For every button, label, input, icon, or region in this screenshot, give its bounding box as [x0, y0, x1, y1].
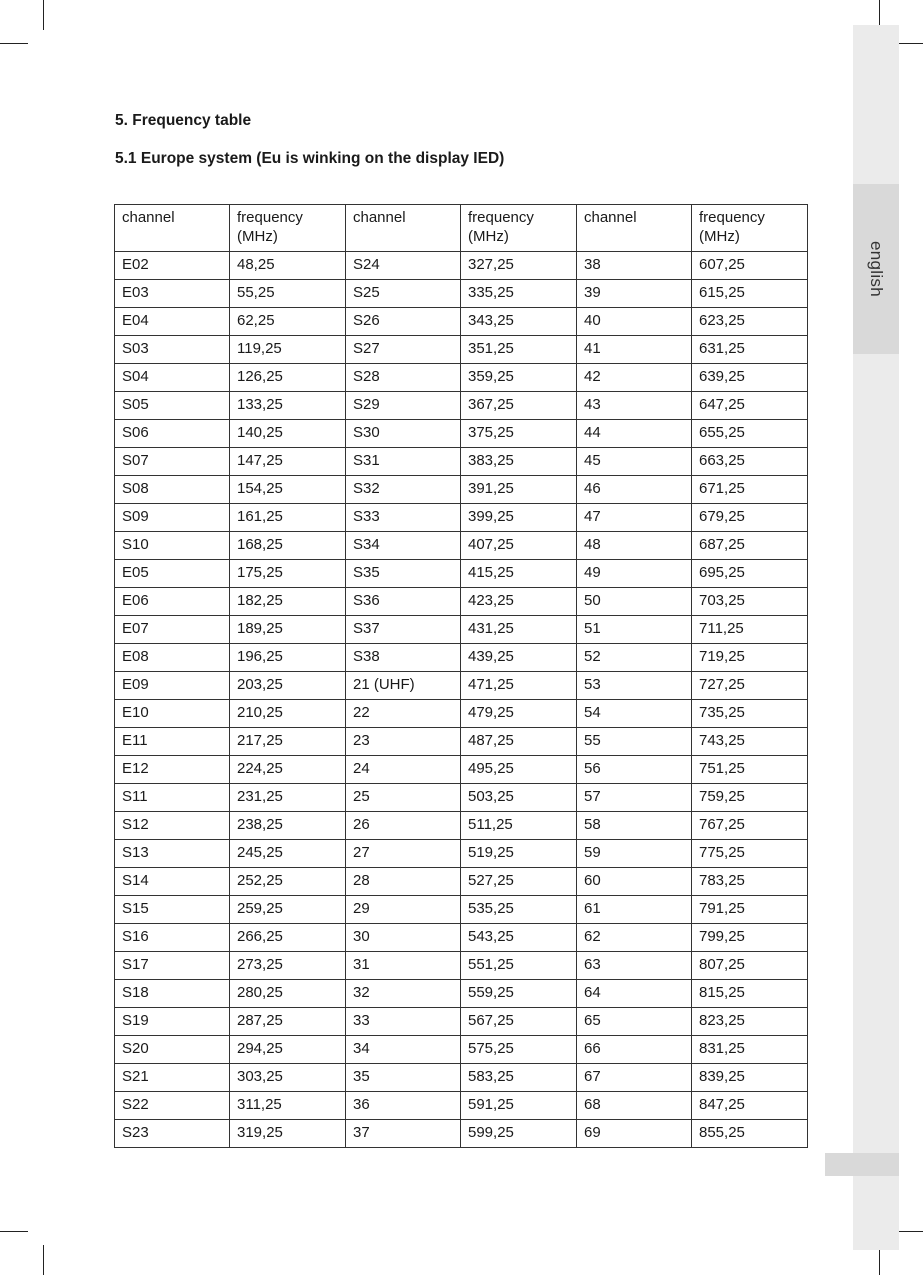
- frequency-cell: 503,25: [461, 784, 577, 812]
- channel-cell: S10: [115, 532, 230, 560]
- frequency-cell: 303,25: [230, 1064, 346, 1092]
- channel-cell: S31: [346, 448, 461, 476]
- channel-cell: S29: [346, 392, 461, 420]
- frequency-cell: 519,25: [461, 840, 577, 868]
- frequency-cell: 383,25: [461, 448, 577, 476]
- frequency-cell: 471,25: [461, 672, 577, 700]
- channel-cell: E10: [115, 700, 230, 728]
- crop-mark: [43, 0, 44, 30]
- channel-cell: 51: [577, 616, 692, 644]
- table-row: [115, 924, 808, 952]
- channel-cell: 52: [577, 644, 692, 672]
- channel-cell: S04: [115, 364, 230, 392]
- frequency-cell: 535,25: [461, 896, 577, 924]
- channel-cell: 38: [577, 252, 692, 280]
- channel-cell: 48: [577, 532, 692, 560]
- channel-cell: 45: [577, 448, 692, 476]
- channel-cell: S11: [115, 784, 230, 812]
- frequency-cell: 391,25: [461, 476, 577, 504]
- frequency-cell: 294,25: [230, 1036, 346, 1064]
- frequency-cell: 639,25: [692, 364, 808, 392]
- channel-cell: E11: [115, 728, 230, 756]
- channel-cell: 46: [577, 476, 692, 504]
- frequency-cell: 55,25: [230, 280, 346, 308]
- channel-cell: 68: [577, 1092, 692, 1120]
- frequency-cell: 238,25: [230, 812, 346, 840]
- channel-cell: 29: [346, 896, 461, 924]
- channel-cell: S34: [346, 532, 461, 560]
- channel-cell: 65: [577, 1008, 692, 1036]
- channel-cell: 32: [346, 980, 461, 1008]
- channel-cell: E08: [115, 644, 230, 672]
- frequency-cell: 154,25: [230, 476, 346, 504]
- table-row: [115, 420, 808, 448]
- channel-cell: E04: [115, 308, 230, 336]
- frequency-cell: 140,25: [230, 420, 346, 448]
- table-row: [115, 840, 808, 868]
- frequency-cell: 273,25: [230, 952, 346, 980]
- table-row: [115, 532, 808, 560]
- frequency-cell: 679,25: [692, 504, 808, 532]
- channel-cell: S09: [115, 504, 230, 532]
- channel-cell: 36: [346, 1092, 461, 1120]
- frequency-cell: 182,25: [230, 588, 346, 616]
- frequency-cell: 210,25: [230, 700, 346, 728]
- channel-cell: S03: [115, 336, 230, 364]
- table-row: [115, 504, 808, 532]
- frequency-cell: 527,25: [461, 868, 577, 896]
- channel-cell: S25: [346, 280, 461, 308]
- table-row: [115, 980, 808, 1008]
- column-header: channel: [577, 205, 692, 252]
- table-row: [115, 1064, 808, 1092]
- frequency-cell: 407,25: [461, 532, 577, 560]
- frequency-cell: 168,25: [230, 532, 346, 560]
- frequency-cell: 831,25: [692, 1036, 808, 1064]
- channel-cell: 69: [577, 1120, 692, 1148]
- frequency-cell: 224,25: [230, 756, 346, 784]
- frequency-cell: 695,25: [692, 560, 808, 588]
- frequency-cell: 543,25: [461, 924, 577, 952]
- column-header: channel: [346, 205, 461, 252]
- channel-cell: S38: [346, 644, 461, 672]
- table-row: [115, 1092, 808, 1120]
- crop-mark: [0, 43, 28, 44]
- table-row: [115, 812, 808, 840]
- channel-cell: 35: [346, 1064, 461, 1092]
- channel-cell: 42: [577, 364, 692, 392]
- table-row: [115, 252, 808, 280]
- frequency-cell: 415,25: [461, 560, 577, 588]
- channel-cell: S12: [115, 812, 230, 840]
- frequency-table: [114, 204, 808, 1148]
- frequency-cell: 335,25: [461, 280, 577, 308]
- channel-cell: 40: [577, 308, 692, 336]
- frequency-cell: 647,25: [692, 392, 808, 420]
- channel-cell: S36: [346, 588, 461, 616]
- channel-cell: 66: [577, 1036, 692, 1064]
- channel-cell: 27: [346, 840, 461, 868]
- channel-cell: 39: [577, 280, 692, 308]
- frequency-cell: 266,25: [230, 924, 346, 952]
- frequency-cell: 175,25: [230, 560, 346, 588]
- channel-cell: 49: [577, 560, 692, 588]
- frequency-cell: 591,25: [461, 1092, 577, 1120]
- table-row: [115, 448, 808, 476]
- frequency-cell: 703,25: [692, 588, 808, 616]
- channel-cell: 67: [577, 1064, 692, 1092]
- frequency-cell: 287,25: [230, 1008, 346, 1036]
- channel-cell: S22: [115, 1092, 230, 1120]
- frequency-cell: 133,25: [230, 392, 346, 420]
- frequency-cell: 551,25: [461, 952, 577, 980]
- frequency-cell: 799,25: [692, 924, 808, 952]
- table-row: [115, 616, 808, 644]
- subsection-title: 5.1 Europe system (Eu is winking on the display IED): [115, 150, 505, 167]
- channel-cell: 62: [577, 924, 692, 952]
- frequency-cell: 663,25: [692, 448, 808, 476]
- table-row: [115, 364, 808, 392]
- channel-cell: S20: [115, 1036, 230, 1064]
- frequency-cell: 343,25: [461, 308, 577, 336]
- channel-cell: 59: [577, 840, 692, 868]
- column-header: channel: [115, 205, 230, 252]
- frequency-cell: 439,25: [461, 644, 577, 672]
- frequency-cell: 839,25: [692, 1064, 808, 1092]
- frequency-cell: 687,25: [692, 532, 808, 560]
- channel-cell: 25: [346, 784, 461, 812]
- channel-cell: S37: [346, 616, 461, 644]
- frequency-cell: 359,25: [461, 364, 577, 392]
- frequency-cell: 119,25: [230, 336, 346, 364]
- channel-cell: S06: [115, 420, 230, 448]
- channel-cell: S23: [115, 1120, 230, 1148]
- channel-cell: S18: [115, 980, 230, 1008]
- channel-cell: 53: [577, 672, 692, 700]
- frequency-cell: 743,25: [692, 728, 808, 756]
- channel-cell: S17: [115, 952, 230, 980]
- channel-cell: S16: [115, 924, 230, 952]
- frequency-cell: 423,25: [461, 588, 577, 616]
- channel-cell: 41: [577, 336, 692, 364]
- channel-cell: 63: [577, 952, 692, 980]
- frequency-cell: 62,25: [230, 308, 346, 336]
- frequency-cell: 231,25: [230, 784, 346, 812]
- frequency-cell: 599,25: [461, 1120, 577, 1148]
- frequency-cell: 775,25: [692, 840, 808, 868]
- crop-mark: [0, 1231, 28, 1232]
- channel-cell: S24: [346, 252, 461, 280]
- frequency-cell: 479,25: [461, 700, 577, 728]
- channel-cell: 33: [346, 1008, 461, 1036]
- channel-cell: 56: [577, 756, 692, 784]
- table-row: [115, 1008, 808, 1036]
- channel-cell: 44: [577, 420, 692, 448]
- frequency-cell: 161,25: [230, 504, 346, 532]
- table-row: [115, 588, 808, 616]
- table-row: [115, 392, 808, 420]
- frequency-cell: 855,25: [692, 1120, 808, 1148]
- frequency-cell: 847,25: [692, 1092, 808, 1120]
- frequency-cell: 311,25: [230, 1092, 346, 1120]
- channel-cell: 26: [346, 812, 461, 840]
- channel-cell: S13: [115, 840, 230, 868]
- frequency-cell: 189,25: [230, 616, 346, 644]
- section-title: 5. Frequency table: [115, 112, 252, 129]
- frequency-cell: 217,25: [230, 728, 346, 756]
- column-header: frequency (MHz): [461, 205, 577, 252]
- table-row: [115, 336, 808, 364]
- frequency-cell: 655,25: [692, 420, 808, 448]
- channel-cell: S33: [346, 504, 461, 532]
- channel-cell: 30: [346, 924, 461, 952]
- frequency-cell: 431,25: [461, 616, 577, 644]
- channel-cell: 24: [346, 756, 461, 784]
- table-row: [115, 560, 808, 588]
- channel-cell: 54: [577, 700, 692, 728]
- table-row: [115, 1036, 808, 1064]
- channel-cell: E12: [115, 756, 230, 784]
- frequency-cell: 623,25: [692, 308, 808, 336]
- frequency-cell: 327,25: [461, 252, 577, 280]
- frequency-cell: 196,25: [230, 644, 346, 672]
- channel-cell: E07: [115, 616, 230, 644]
- channel-cell: E09: [115, 672, 230, 700]
- frequency-cell: 511,25: [461, 812, 577, 840]
- frequency-cell: 147,25: [230, 448, 346, 476]
- table-row: [115, 308, 808, 336]
- frequency-cell: 399,25: [461, 504, 577, 532]
- frequency-cell: 203,25: [230, 672, 346, 700]
- channel-cell: 43: [577, 392, 692, 420]
- frequency-cell: 783,25: [692, 868, 808, 896]
- frequency-cell: 367,25: [461, 392, 577, 420]
- channel-cell: 22: [346, 700, 461, 728]
- table-row: [115, 784, 808, 812]
- channel-cell: S28: [346, 364, 461, 392]
- table-body: [115, 252, 808, 1148]
- channel-cell: 60: [577, 868, 692, 896]
- frequency-cell: 252,25: [230, 868, 346, 896]
- channel-cell: S19: [115, 1008, 230, 1036]
- frequency-cell: 607,25: [692, 252, 808, 280]
- frequency-cell: 559,25: [461, 980, 577, 1008]
- channel-cell: S21: [115, 1064, 230, 1092]
- channel-cell: 23: [346, 728, 461, 756]
- frequency-cell: 583,25: [461, 1064, 577, 1092]
- table-row: [115, 672, 808, 700]
- channel-cell: S14: [115, 868, 230, 896]
- table-row: [115, 868, 808, 896]
- channel-cell: 57: [577, 784, 692, 812]
- frequency-cell: 719,25: [692, 644, 808, 672]
- channel-cell: 31: [346, 952, 461, 980]
- channel-cell: S08: [115, 476, 230, 504]
- channel-cell: 61: [577, 896, 692, 924]
- frequency-cell: 727,25: [692, 672, 808, 700]
- frequency-cell: 671,25: [692, 476, 808, 504]
- frequency-cell: 567,25: [461, 1008, 577, 1036]
- channel-cell: S27: [346, 336, 461, 364]
- channel-cell: S15: [115, 896, 230, 924]
- frequency-cell: 245,25: [230, 840, 346, 868]
- frequency-cell: 751,25: [692, 756, 808, 784]
- table-row: [115, 728, 808, 756]
- table-row: [115, 476, 808, 504]
- channel-cell: E05: [115, 560, 230, 588]
- frequency-cell: 767,25: [692, 812, 808, 840]
- channel-cell: 64: [577, 980, 692, 1008]
- channel-cell: 55: [577, 728, 692, 756]
- frequency-cell: 319,25: [230, 1120, 346, 1148]
- channel-cell: E03: [115, 280, 230, 308]
- column-header: frequency (MHz): [692, 205, 808, 252]
- channel-cell: S05: [115, 392, 230, 420]
- frequency-cell: 711,25: [692, 616, 808, 644]
- frequency-cell: 807,25: [692, 952, 808, 980]
- channel-cell: S35: [346, 560, 461, 588]
- table-row: [115, 756, 808, 784]
- frequency-cell: 631,25: [692, 336, 808, 364]
- channel-cell: S30: [346, 420, 461, 448]
- frequency-cell: 575,25: [461, 1036, 577, 1064]
- channel-cell: 21 (UHF): [346, 672, 461, 700]
- frequency-cell: 823,25: [692, 1008, 808, 1036]
- page-footer-block: [825, 1153, 899, 1176]
- frequency-cell: 495,25: [461, 756, 577, 784]
- crop-mark: [43, 1245, 44, 1275]
- frequency-cell: 351,25: [461, 336, 577, 364]
- table-row: [115, 952, 808, 980]
- frequency-cell: 487,25: [461, 728, 577, 756]
- channel-cell: 34: [346, 1036, 461, 1064]
- channel-cell: S32: [346, 476, 461, 504]
- column-header: frequency (MHz): [230, 205, 346, 252]
- table-header-row: [115, 205, 808, 252]
- channel-cell: 58: [577, 812, 692, 840]
- frequency-cell: 815,25: [692, 980, 808, 1008]
- channel-cell: 28: [346, 868, 461, 896]
- frequency-cell: 615,25: [692, 280, 808, 308]
- channel-cell: E02: [115, 252, 230, 280]
- frequency-cell: 375,25: [461, 420, 577, 448]
- channel-cell: 50: [577, 588, 692, 616]
- frequency-cell: 759,25: [692, 784, 808, 812]
- channel-cell: S26: [346, 308, 461, 336]
- channel-cell: 37: [346, 1120, 461, 1148]
- frequency-cell: 280,25: [230, 980, 346, 1008]
- channel-cell: E06: [115, 588, 230, 616]
- frequency-cell: 48,25: [230, 252, 346, 280]
- table-row: [115, 644, 808, 672]
- frequency-cell: 259,25: [230, 896, 346, 924]
- channel-cell: 47: [577, 504, 692, 532]
- channel-cell: S07: [115, 448, 230, 476]
- table-row: [115, 700, 808, 728]
- table-row: [115, 896, 808, 924]
- frequency-cell: 126,25: [230, 364, 346, 392]
- table-row: [115, 280, 808, 308]
- language-label: english: [867, 241, 886, 297]
- frequency-cell: 791,25: [692, 896, 808, 924]
- frequency-cell: 735,25: [692, 700, 808, 728]
- table-row: [115, 1120, 808, 1148]
